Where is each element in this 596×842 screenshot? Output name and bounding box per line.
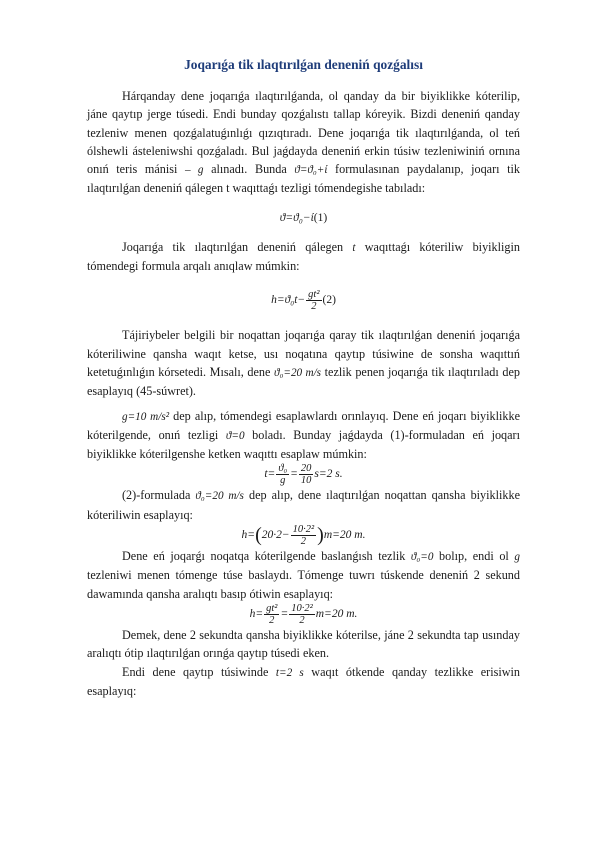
- fraction: [276, 463, 289, 486]
- numerator: ϑ₀: [278, 463, 288, 475]
- denominator: 2: [311, 301, 317, 313]
- inline-formula: ϑ=ϑ₀+ί: [294, 164, 328, 177]
- formula-expression: =: [290, 468, 298, 481]
- text: Tájiriybeler belgili bir noqattan joqarıǵa qaray tik ılaqtırılǵan deneniń joqarıǵa kóteriliwine qansha waqıt ketse, usı noqatına qaytıp túsiwine de sonsha waqıttıń ketetuǵınlıǵın kórsetedi. Mısalı, dene: [87, 328, 520, 379]
- formula-4: [87, 524, 520, 547]
- text: Hárqanday dene joqarıǵa ılaqtırılǵanda, ol qanday da bir biyiklikke kóterilip, jáne qaytıp jerge túsedi. Endi bunday qozǵalıstı tallap kóreyik. Bizdi deneniń qanday tezleniw menen qozǵalatuǵınlıǵı qızıqtıradı. Dene joqarıǵa tik ılaqtırılǵanda, ol teń ólshewli ásteleniwshi qozǵaladı. Bul jaǵdayda deneniń erkin túsiw tezleniwiniń ornına onıń teris mánisi: [87, 89, 520, 177]
- inline-formula: g: [514, 551, 520, 564]
- paragraph-conclusion: Demek, dene 2 sekundta qansha biyiklikke kóterilse, jáne 2 sekundta tap usınday aralıqtı ótip ılaqtırılǵan orınǵa qaytıp túsedi eken.: [87, 627, 520, 661]
- text: Joqarıǵa tik ılaqtırılǵan deneniń qálegen: [122, 239, 353, 254]
- denominator: 10: [300, 475, 312, 487]
- text: boladı. Bunday jaǵdayda (1)-formuladan eń joqarı biyiklikke kóterilgenshe ketken waqıttı esaplaw múmkin:: [87, 427, 520, 462]
- inline-formula: ϑ₀=20 m/s: [195, 490, 244, 503]
- denominator: g: [280, 475, 286, 487]
- formula-expression: =: [280, 608, 289, 621]
- inline-formula: ϑ₀=0: [410, 551, 434, 564]
- fraction: [306, 289, 321, 312]
- paragraph-top-point: [87, 547, 520, 603]
- fraction: [299, 463, 314, 486]
- inline-formula: g=10 m/s²: [122, 410, 170, 423]
- denominator: 2: [269, 614, 275, 626]
- denominator: 2: [299, 614, 305, 626]
- formula-expression: h=ϑ₀t−: [271, 294, 306, 307]
- fraction: [289, 603, 315, 626]
- formula-expression: h=: [241, 529, 256, 542]
- section-title: Joqarıǵa tik ılaqtırılǵan deneniń qozǵalısı: [184, 57, 423, 72]
- fraction: [264, 603, 279, 626]
- numerator: 20: [300, 463, 312, 475]
- formula-expression: ϑ=ϑ₀−ί: [279, 211, 314, 224]
- paragraph-intro: [87, 87, 520, 198]
- text: bolıp, endi ol: [433, 549, 515, 564]
- paragraph-final: [87, 663, 520, 701]
- formula-number: (2): [322, 294, 336, 307]
- formula-expression: h=: [249, 608, 264, 621]
- formula-expression: t=: [264, 468, 276, 481]
- numerator: gt²: [266, 602, 278, 614]
- inline-formula: – g: [184, 164, 204, 177]
- text: tezlik penen joqarıǵa tik ılaqtırıladı dep esaplayıq (45-súwret).: [87, 364, 520, 399]
- numerator: gt²: [308, 289, 320, 301]
- inline-formula: t=2 s: [275, 666, 304, 679]
- text: tezleniwi menen tómenge túse baslaydı. Tómenge tuwrı túskende deneniń 2 sekund dawamında qansha aralıqtı basıp ótiwin esaplayıq:: [87, 568, 520, 601]
- numerator: 10·2²: [292, 524, 315, 536]
- text: formulasınan paydalanıp, joqarı tik ılaqtırılǵan deneniń qálegen t waqıttaǵı tezligi tómendegishe tabıladı:: [87, 162, 520, 196]
- formula-5: [87, 603, 520, 626]
- formula-expression: 20·2−: [261, 529, 290, 542]
- formula-1: [87, 212, 520, 224]
- formula-3: [87, 463, 520, 486]
- left-paren: (: [255, 524, 262, 547]
- formula-2: [87, 289, 520, 312]
- paragraph-formula2-usage: [87, 486, 520, 524]
- paragraph-experiment: [87, 326, 520, 400]
- text: dep alıp, tómendegi esaplawlardı orınlayıq. Dene eń joqarı biyiklikke kóterilgende, onıń tezligi: [87, 408, 520, 442]
- numerator: 10·2²: [291, 602, 313, 614]
- text: Dene eń joqarǵı noqatqa kóterilgende baslanǵısh tezlik: [122, 549, 411, 564]
- inline-formula: ϑ₀=20 m/s: [274, 366, 322, 379]
- paragraph-height: [87, 238, 520, 276]
- formula-expression: s=2 s.: [314, 468, 343, 481]
- text: alınadı. Bunda: [203, 162, 295, 177]
- right-paren: ): [317, 524, 324, 547]
- text: waqıt ótkende qanday tezlikke erisiwin esaplayıq:: [87, 664, 520, 698]
- fraction: [291, 524, 317, 547]
- denominator: 2: [300, 536, 307, 548]
- inline-formula: t: [352, 241, 356, 254]
- text: Endi dene qaytıp túsiwinde: [122, 664, 276, 679]
- text: dep alıp, dene ılaqtırılǵan noqattan qansha biyiklikke kóteriliwin esaplayıq:: [87, 488, 520, 522]
- formula-expression: m=20 m.: [315, 608, 358, 621]
- formula-number: (1): [313, 211, 328, 224]
- formula-expression: m=20 m.: [323, 529, 366, 542]
- paragraph-calculation: [87, 407, 520, 464]
- text: (2)-formulada: [122, 488, 196, 503]
- text: waqıttaǵı kóteriliw biyikligin tómendegi formula arqalı anıqlaw múmkin:: [87, 239, 520, 274]
- inline-formula: ϑ=0: [225, 429, 245, 442]
